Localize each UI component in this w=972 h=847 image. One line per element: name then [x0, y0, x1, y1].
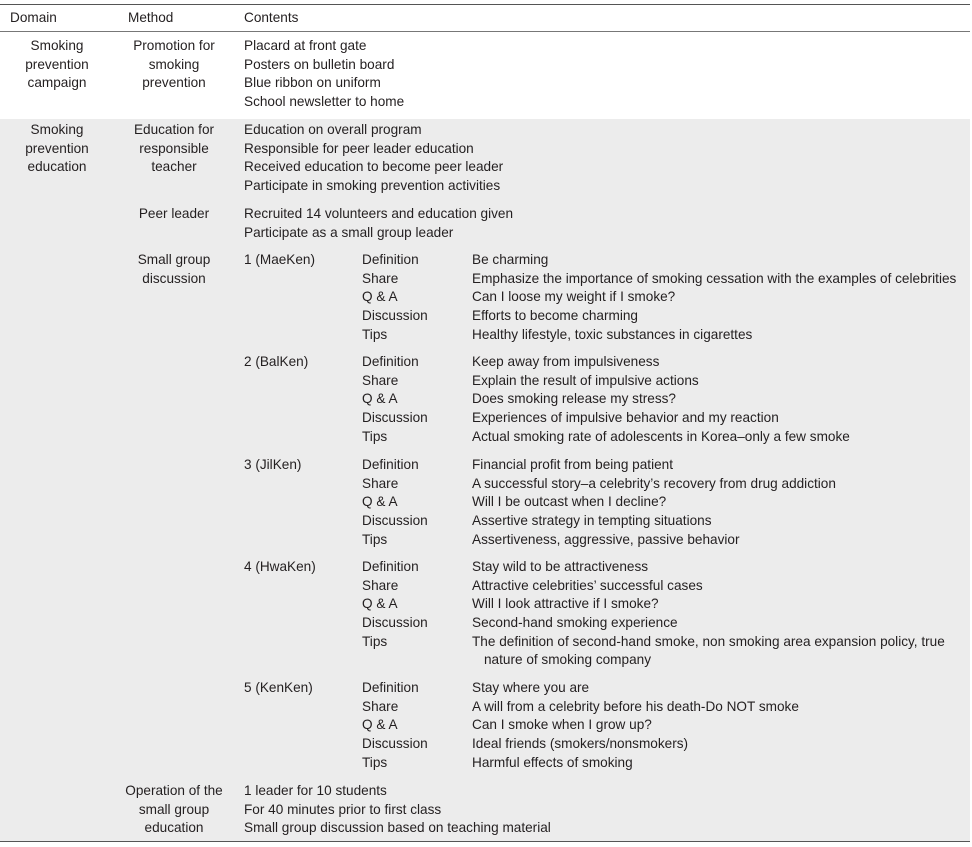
header-rule — [0, 31, 970, 32]
session-2-name: 2 (BalKen) — [244, 354, 309, 369]
peer-contents: Recruited 14 volunteers and education given Participate as a small group leader — [244, 206, 514, 240]
campaign-contents: Placard at front gate Posters on bulletin board Blue ribbon on uniform School newsletter to home — [244, 38, 405, 110]
table-top-rule — [0, 4, 970, 5]
session-1-name: 1 (MaeKen) — [244, 252, 316, 267]
operation-method: Operation of the small group education — [125, 783, 223, 836]
campaign-domain: Smoking prevention campaign — [25, 38, 89, 91]
session-2-values: Keep away from impulsiveness Explain the result of impulsive actions Does smoking release my stress? Experiences of impulsive behavior and my reaction Actual smoking rate of adolescents in Korea–only a few smoke — [472, 354, 850, 444]
header-method: Method — [128, 10, 174, 25]
session-2-labels: Definition Share Q & A Discussion Tips — [362, 354, 428, 444]
peer-method: Peer leader — [138, 206, 210, 221]
campaign-method: Promotion for smoking prevention — [133, 38, 215, 91]
session-5-labels: Definition Share Q & A Discussion Tips — [362, 680, 428, 770]
session-4-labels: Definition Share Q & A Discussion Tips — [362, 559, 428, 649]
session-4-name: 4 (HwaKen) — [244, 559, 316, 574]
session-1-values: Be charming Emphasize the importance of smoking cessation with the examples of celebrities Can I loose my weight if I smoke? Efforts to become charming Healthy lifestyle, toxic substances in cigarettes — [472, 252, 957, 342]
session-3-name: 3 (JilKen) — [244, 457, 302, 472]
session-3-labels: Definition Share Q & A Discussion Tips — [362, 457, 428, 547]
operation-contents: 1 leader for 10 students For 40 minutes prior to first class Small group discussion based on teaching material — [244, 783, 551, 836]
small-group-method: Small group discussion — [137, 252, 211, 286]
teacher-method: Education for responsible teacher — [133, 122, 215, 175]
education-domain: Smoking prevention education — [25, 122, 89, 175]
session-5-name: 5 (KenKen) — [244, 680, 313, 695]
header-contents: Contents — [244, 10, 299, 25]
session-1-labels: Definition Share Q & A Discussion Tips — [362, 252, 428, 342]
teacher-contents: Education on overall program Responsible for peer leader education Received education to become peer leader Participate in smoking prevention activities — [244, 122, 504, 194]
session-3-values: Financial profit from being patient A successful story–a celebrity’s recovery from drug addiction Will I be outcast when I decline? Assertive strategy in tempting situations Assertiveness, aggressive, passive behavior — [472, 457, 836, 547]
session-4-values: Stay wild to be attractiveness Attractive celebrities’ successful cases Will I look attractive if I smoke? Second-hand smoking experience The definition of second-hand smoke, non smoking area expansion policy, true nature of smoking company — [472, 559, 945, 668]
table-bottom-rule — [0, 841, 970, 842]
session-5-values: Stay where you are A will from a celebrity before his death-Do NOT smoke Can I smoke when I grow up? Ideal friends (smokers/nonsmokers) Harmful effects of smoking — [472, 680, 799, 770]
header-domain: Domain — [10, 10, 57, 25]
